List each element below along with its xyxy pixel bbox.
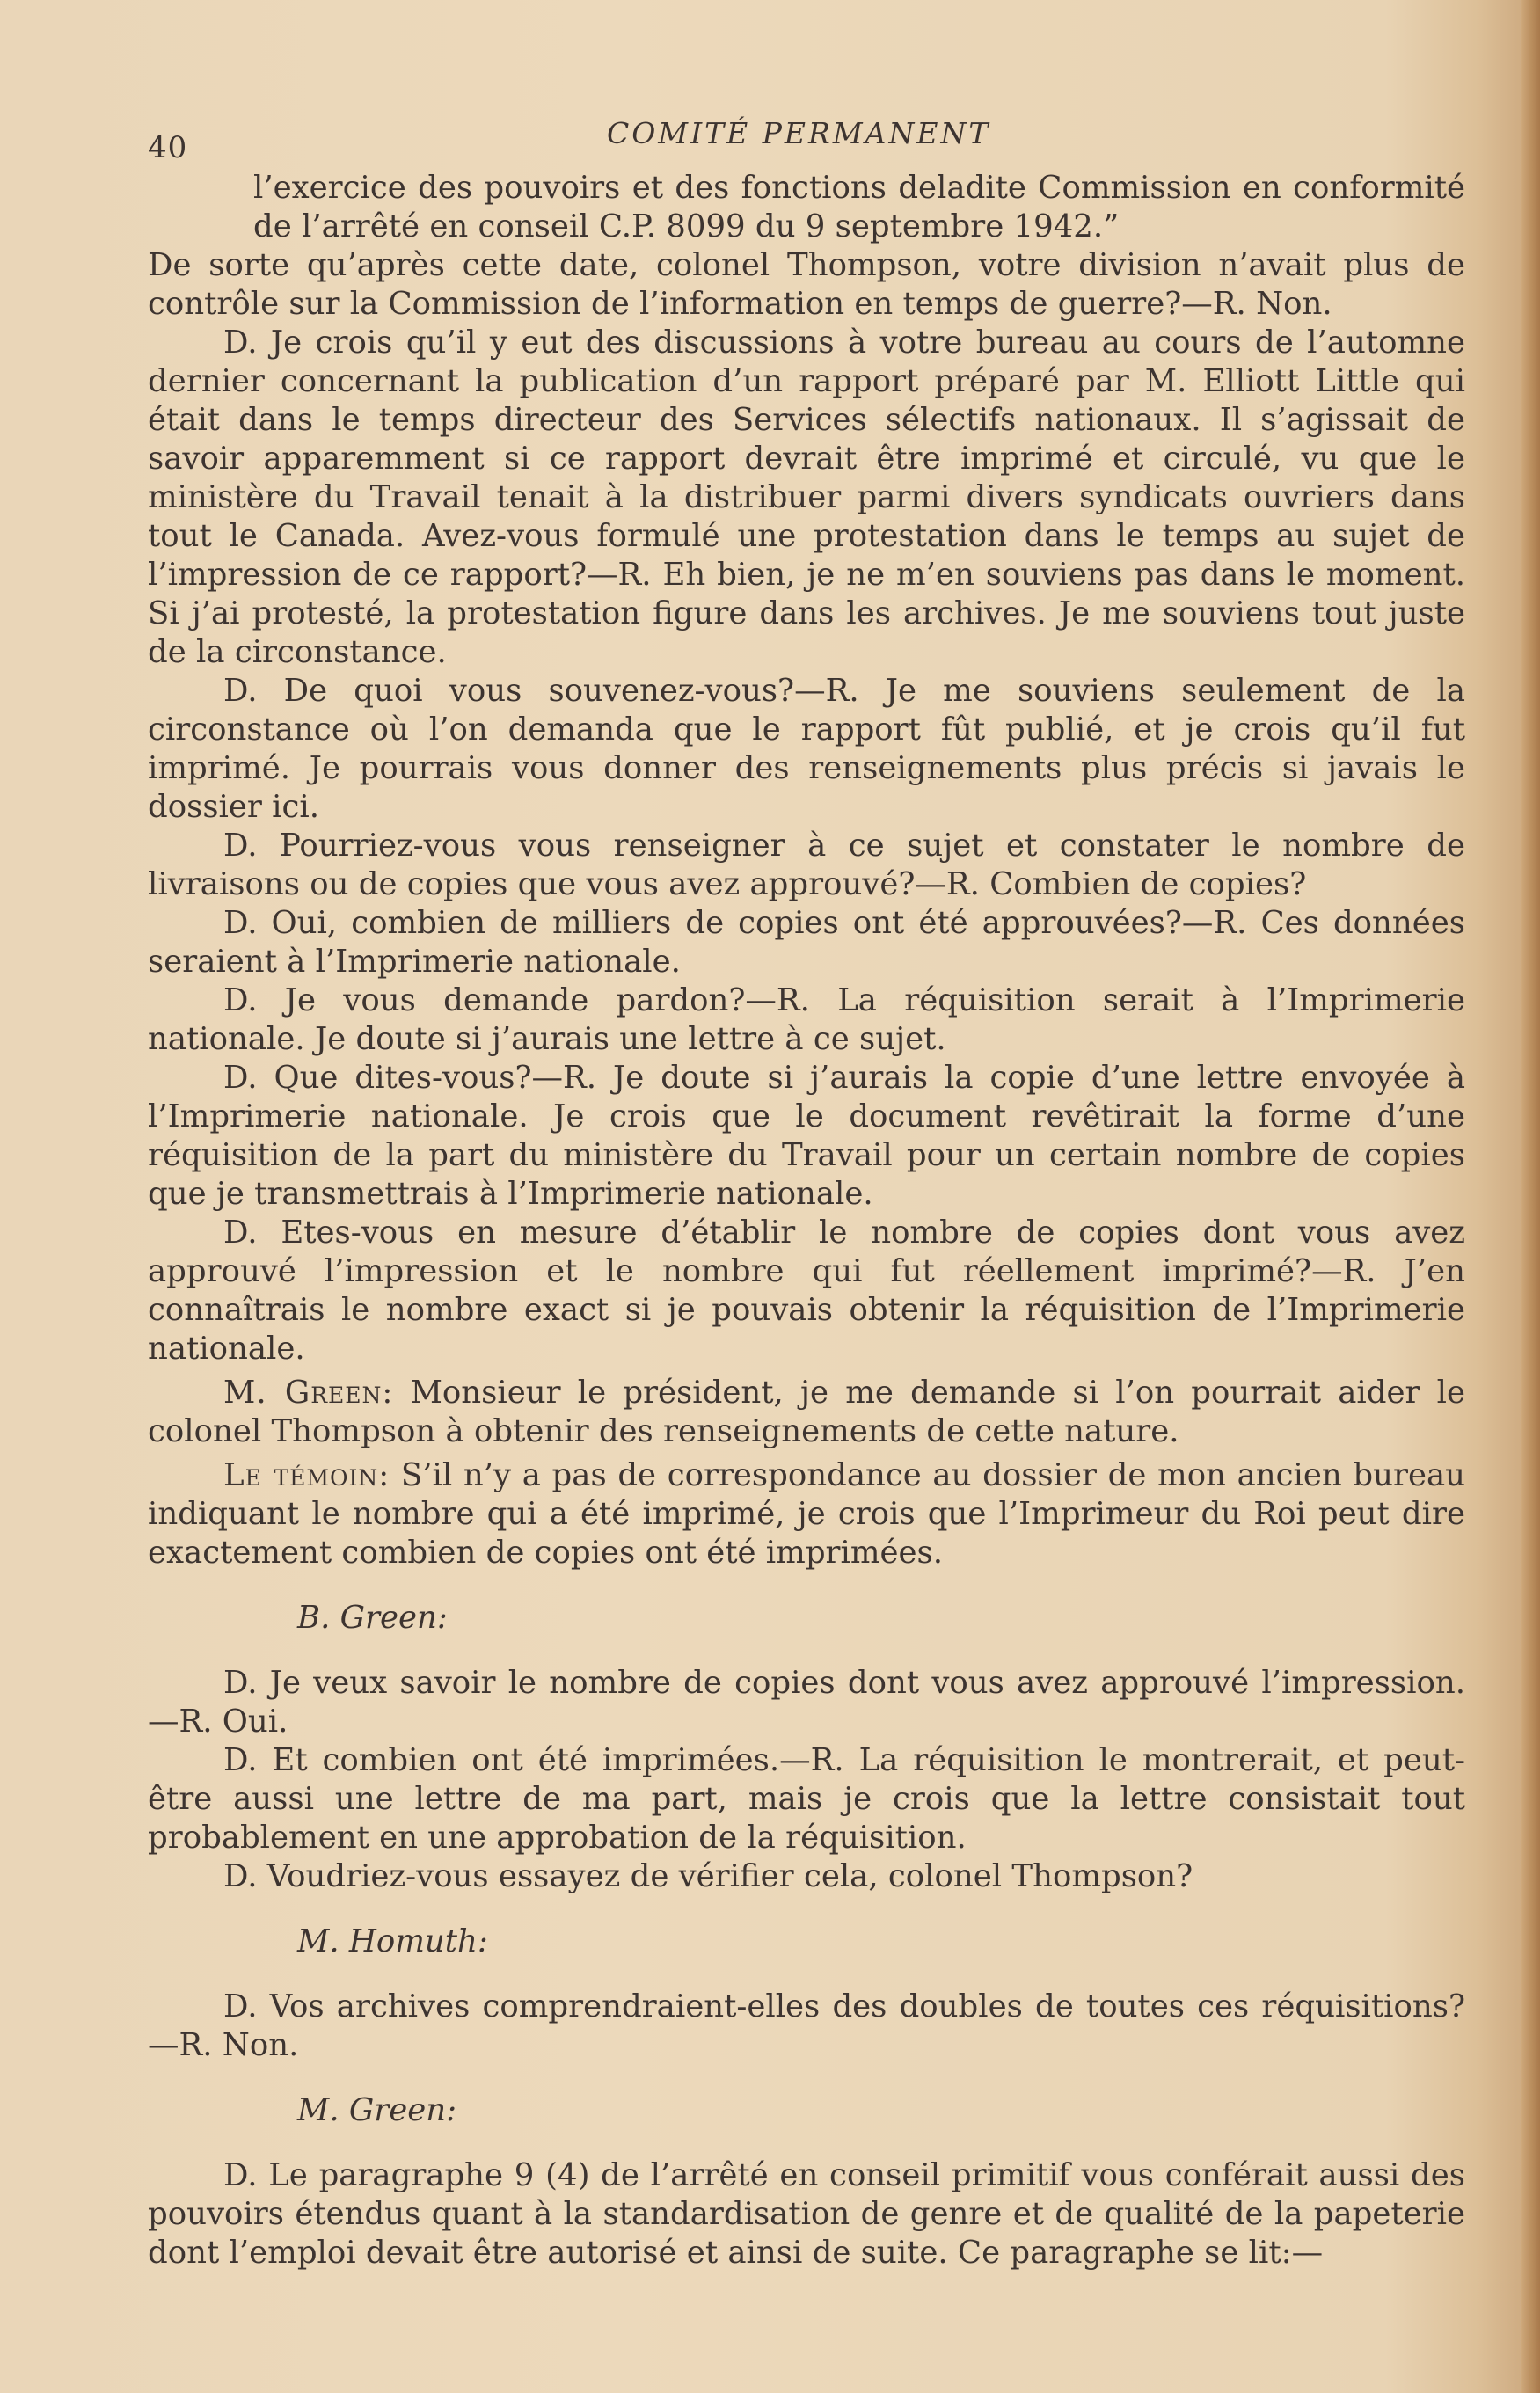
paragraph — [148, 1214, 1465, 1368]
paragraph-text: D. Je veux savoir le nombre de copies dont vous avez approuvé l’impression.—R. Oui. — [148, 1665, 1465, 1740]
paragraph-text: D. Le paragraphe 9 (4) de l’arrêté en conseil primitif vous conférait aussi des pouvoirs étendus quant à la standardisation de genre et de qualité de la papeterie dont l’emploi devait être autorisé et ainsi de suite. Ce paragraphe se lit:— — [148, 2157, 1465, 2271]
page-number: 40 — [148, 130, 188, 165]
paragraph — [148, 672, 1465, 827]
paragraph — [148, 904, 1465, 981]
section-heading: M. Homuth: — [297, 1923, 488, 1959]
paragraph-text: D. Voudriez-vous essayez de vérifier cela, colonel Thompson? — [223, 1858, 1193, 1894]
paragraph-text: D. Que dites-vous?—R. Je doute si j’aurais la copie d’une lettre envoyée à l’Imprimerie nationale. Je crois que le document revêtirait la forme d’une réquisition de la part du ministère du Travail pour un certain nombre de copies que je transmettrais à l’Imprimerie nationale. — [148, 1060, 1465, 1212]
paragraph — [148, 827, 1465, 904]
paragraph-text: D. Vos archives comprendraient-elles des doubles de toutes ces réquisitions?—R. Non. — [148, 1988, 1465, 2063]
paragraph — [148, 246, 1465, 324]
paragraph — [148, 1988, 1465, 2065]
paragraph-speech — [148, 1374, 1465, 1451]
paragraph-text: D. Pourriez-vous vous renseigner à ce sujet et constater le nombre de livraisons ou de copies que vous avez approuvé?—R. Combien de copies? — [148, 828, 1465, 902]
paragraph-text: D. Je vous demande pardon?—R. La réquisition serait à l’Imprimerie nationale. Je doute si j’aurais une lettre à ce sujet. — [148, 982, 1465, 1057]
paragraph-text: Monsieur le président, je me demande si l’on pourrait aider le colonel Thompson à obtenir des renseignements de cette nature. — [148, 1375, 1465, 1449]
paragraph-text: D. Je crois qu’il y eut des discussions à votre bureau au cours de l’automne dernier concernant la publication d’un rapport préparé par M. Elliott Little qui était dans le temps directeur des Services sélectifs nationaux. Il s’agissait de savoir apparemment si ce rapport devrait être imprimé et circulé, vu que le ministère du Travail tenait à la distribuer parmi divers syndicats ouvriers dans tout le Canada. Avez-vous formulé une protestation dans le temps au sujet de l’impression de ce rapport?—R. Eh bien, je ne m’en souviens pas dans le moment. Si j’ai protesté, la protestation figure dans les archives. Je me souviens tout juste de la circonstance. — [148, 325, 1465, 670]
paragraph — [148, 324, 1465, 672]
paragraph-text: S’il n’y a pas de correspondance au dossier de mon ancien bureau indiquant le nombre qui a été imprimé, je crois que l’Imprimeur du Roi peut dire exactement combien de copies ont été imprimées. — [148, 1457, 1465, 1571]
paragraph-text: D. Et combien ont été imprimées.—R. La réquisition le montrerait, et peut-être aussi une lettre de ma part, mais je crois que la lettre consistait tout probablement en une approbation de la réquisition. — [148, 1742, 1465, 1856]
section-heading: B. Green: — [297, 1600, 448, 1636]
speaker-label: Le témoin: — [223, 1457, 390, 1493]
paragraph — [148, 1059, 1465, 1214]
paragraph-text: D. Etes-vous en mesure d’établir le nombre de copies dont vous avez approuvé l’impression et le nombre qui fut réellement imprimé?—R. J’en connaîtrais le nombre exact si je pouvais obtenir la réquisition de l’Imprimerie nationale. — [148, 1215, 1465, 1367]
paragraph-text: l’exercice des pouvoirs et des fonctions deladite Commission en conformité de l’arrêté en conseil C.P. 8099 du 9 septembre 1942.” — [253, 170, 1465, 244]
paragraph — [148, 1664, 1465, 1741]
speaker-label: M. Green: — [223, 1375, 394, 1411]
paragraph — [148, 2156, 1465, 2273]
running-title: COMITÉ PERMANENT — [607, 116, 991, 150]
paragraph — [148, 1857, 1465, 1896]
paragraph — [148, 1741, 1465, 1857]
paragraph-quote — [148, 169, 1465, 246]
paragraph-text: D. Oui, combien de milliers de copies ont été approuvées?—R. Ces données seraient à l’Imprimerie nationale. — [148, 905, 1465, 980]
section-heading: M. Green: — [297, 2092, 457, 2128]
paragraph-text: De sorte qu’après cette date, colonel Thompson, votre division n’avait plus de contrôle sur la Commission de l’information en temps de guerre?—R. Non. — [148, 247, 1465, 322]
page-body — [148, 169, 1465, 2273]
paragraph-speech — [148, 1456, 1465, 1572]
paragraph — [148, 981, 1465, 1059]
page-edge — [1521, 0, 1540, 2393]
paragraph-text: D. De quoi vous souvenez-vous?—R. Je me souviens seulement de la circonstance où l’on demanda que le rapport fût publié, et je crois qu’il fut imprimé. Je pourrais vous donner des renseignements plus précis si javais le dossier ici. — [148, 673, 1465, 825]
